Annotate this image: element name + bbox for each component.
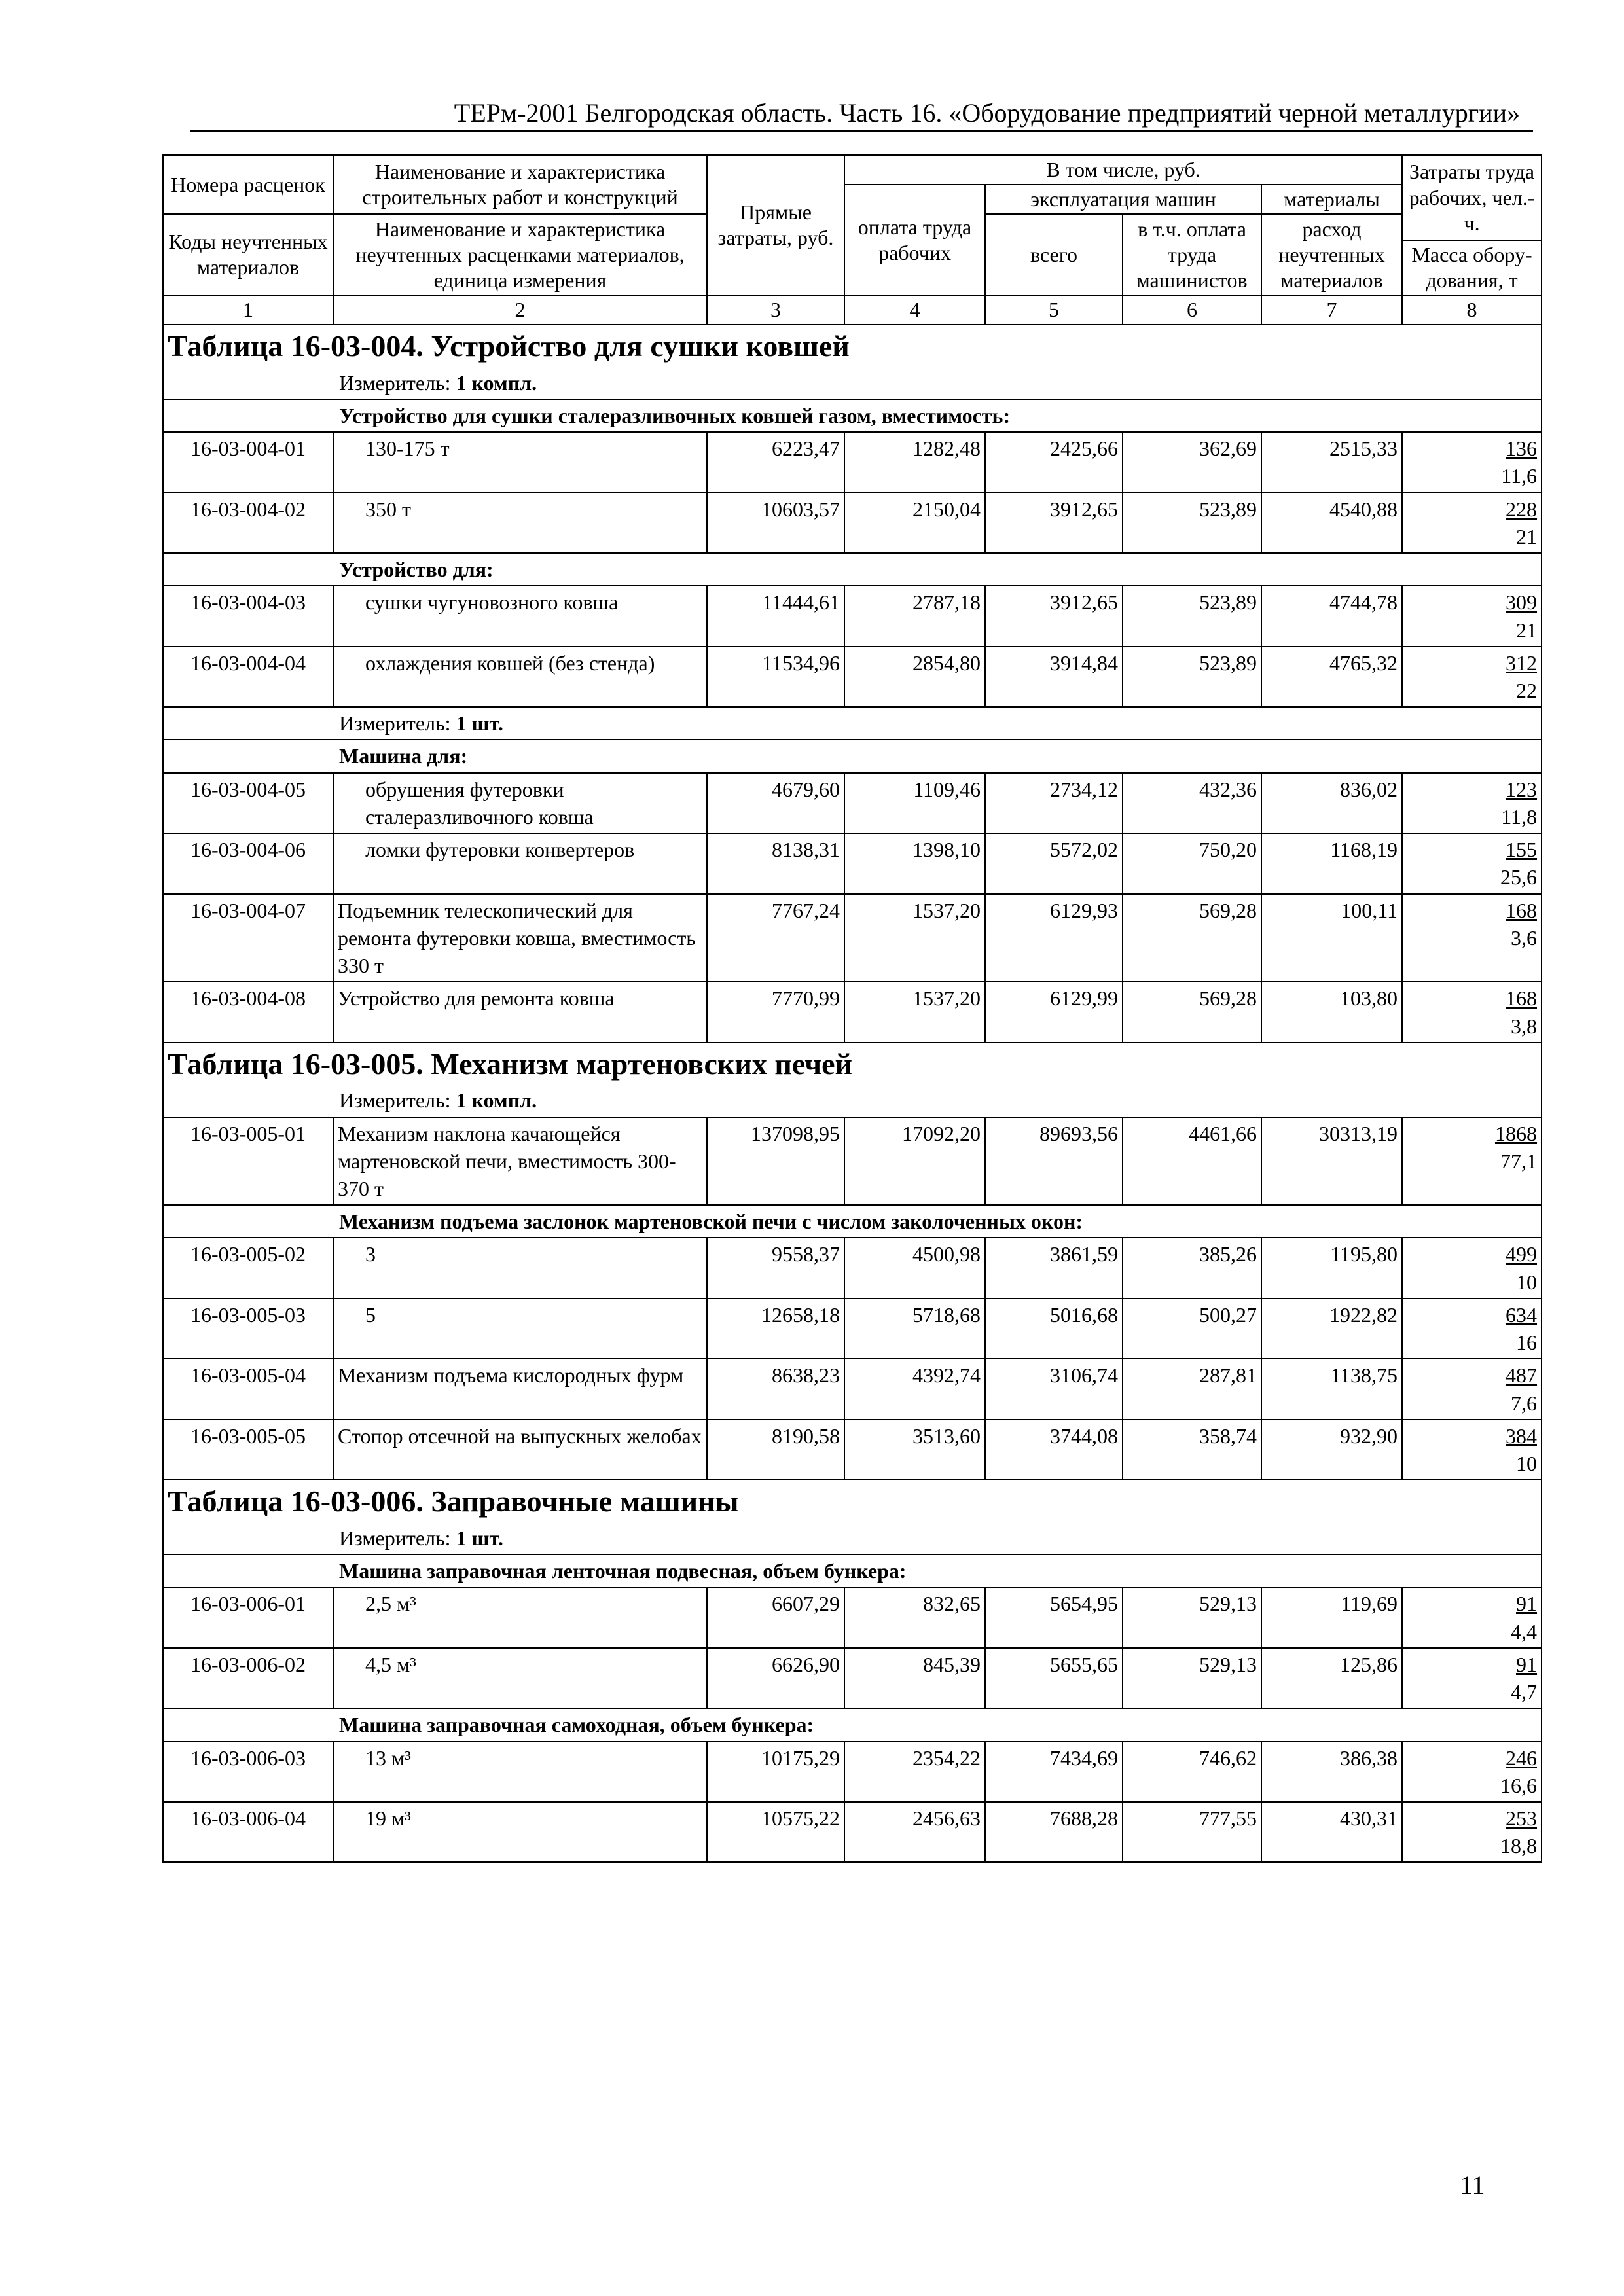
cost-mach: 5572,02 [985, 833, 1123, 893]
labor-mass-cell [1402, 1299, 1542, 1359]
labor-hours: 634 [1506, 1302, 1538, 1327]
equipment-mass: 21 [1516, 524, 1538, 548]
cost-wage: 2787,18 [844, 586, 985, 646]
work-name: Устройство для ремонта ковша [333, 982, 707, 1042]
labor-hours: 499 [1506, 1242, 1538, 1266]
meter [163, 367, 1542, 399]
labor-hours: 1868 [1495, 1121, 1538, 1145]
cost-wage: 2354,22 [844, 1742, 985, 1802]
cost-wage: 845,39 [844, 1648, 985, 1708]
equipment-mass: 22 [1516, 679, 1538, 702]
cost-mach-wage: 523,89 [1123, 586, 1261, 646]
cost-mach-wage: 569,28 [1123, 982, 1261, 1042]
work-name: Подъемник телескопический для ремонта футеровки ковша, вместимость 330 т [333, 894, 707, 982]
cost-mat: 1168,19 [1261, 833, 1402, 893]
col-material-consumption: расход неучтенных материалов [1261, 214, 1402, 295]
col-material-codes: Коды неучтенных материалов [163, 214, 333, 295]
equipment-mass: 18,8 [1500, 1834, 1538, 1858]
cost-mat: 1138,75 [1261, 1359, 1402, 1419]
meter-value: 1 компл. [456, 370, 537, 395]
cost-wage: 17092,20 [844, 1117, 985, 1206]
cost-direct: 4679,60 [707, 773, 844, 833]
page-number: 11 [1460, 2170, 1485, 2200]
table-title-row [163, 325, 1542, 367]
cost-mach: 7434,69 [985, 1742, 1123, 1802]
col-work-name: Наименование и характеристика строительных работ и конструкций [333, 155, 707, 214]
cost-mat: 4765,32 [1261, 647, 1402, 707]
cost-mat: 836,02 [1261, 773, 1402, 833]
labor-hours: 487 [1506, 1363, 1538, 1388]
cost-mach: 5016,68 [985, 1299, 1123, 1359]
table-row [163, 647, 1542, 707]
group-heading: Механизм подъема заслонок мартеновской печи с числом заколоченных окон: [163, 1205, 1542, 1238]
column-number: 7 [1261, 295, 1402, 325]
rate-code: 16-03-005-05 [163, 1420, 333, 1480]
labor-mass-cell [1402, 982, 1542, 1042]
table-title-row [163, 1480, 1542, 1522]
rate-code: 16-03-004-05 [163, 773, 333, 833]
meter-label: Измеритель: [339, 711, 451, 736]
cost-mach-wage: 362,69 [1123, 432, 1261, 492]
table-row [163, 1802, 1542, 1862]
cost-wage: 1537,20 [844, 982, 985, 1042]
cost-mat: 1922,82 [1261, 1299, 1402, 1359]
table-row [163, 432, 1542, 492]
col-labor-costs: Затраты труда рабочих, чел.-ч. [1402, 155, 1542, 240]
col-wage: оплата труда рабочих [844, 185, 985, 295]
meter [163, 1085, 1542, 1117]
labor-mass-cell [1402, 1238, 1542, 1298]
equipment-mass: 7,6 [1511, 1391, 1538, 1415]
equipment-mass: 21 [1516, 618, 1538, 642]
meter-label: Измеритель: [339, 1088, 451, 1113]
table-row [163, 833, 1542, 893]
cost-mach-wage: 750,20 [1123, 833, 1261, 893]
table-row [163, 1299, 1542, 1359]
equipment-mass: 16,6 [1500, 1773, 1538, 1797]
cost-wage: 4500,98 [844, 1238, 985, 1298]
cost-mach: 3912,65 [985, 493, 1123, 553]
cost-direct: 8190,58 [707, 1420, 844, 1480]
cost-mach: 3861,59 [985, 1238, 1123, 1298]
group-row [163, 553, 1542, 586]
column-number: 2 [333, 295, 707, 325]
cost-mach-wage: 529,13 [1123, 1648, 1261, 1708]
equipment-mass: 16 [1516, 1331, 1538, 1355]
labor-mass-cell [1402, 432, 1542, 492]
group-row [163, 1205, 1542, 1238]
work-name: 5 [333, 1299, 707, 1359]
table-title: Таблица 16-03-004. Устройство для сушки ковшей [163, 325, 1542, 367]
group-row [163, 1708, 1542, 1741]
cost-mach: 3744,08 [985, 1420, 1123, 1480]
cost-mach: 5654,95 [985, 1587, 1123, 1647]
table-row [163, 493, 1542, 553]
cost-mach-wage: 4461,66 [1123, 1117, 1261, 1206]
work-name: обрушения футеровки сталеразливочного ковша [333, 773, 707, 833]
meter [163, 707, 1542, 740]
cost-wage: 2854,80 [844, 647, 985, 707]
cost-mach-wage: 432,36 [1123, 773, 1261, 833]
cost-direct: 8138,31 [707, 833, 844, 893]
labor-mass-cell [1402, 647, 1542, 707]
cost-wage: 1109,46 [844, 773, 985, 833]
column-number: 6 [1123, 295, 1261, 325]
work-name: 130-175 т [333, 432, 707, 492]
cost-mach-wage: 777,55 [1123, 1802, 1261, 1862]
cost-wage: 4392,74 [844, 1359, 985, 1419]
cost-direct: 12658,18 [707, 1299, 844, 1359]
column-number: 3 [707, 295, 844, 325]
cost-mat: 386,38 [1261, 1742, 1402, 1802]
cost-mat: 119,69 [1261, 1587, 1402, 1647]
cost-mach: 5655,65 [985, 1648, 1123, 1708]
rate-code: 16-03-004-04 [163, 647, 333, 707]
labor-hours: 91 [1516, 1652, 1538, 1676]
labor-hours: 123 [1506, 777, 1538, 801]
equipment-mass: 3,8 [1511, 1014, 1538, 1038]
equipment-mass: 3,6 [1511, 925, 1538, 950]
cost-direct: 6607,29 [707, 1587, 844, 1647]
labor-hours: 253 [1506, 1806, 1538, 1830]
equipment-mass: 25,6 [1500, 865, 1538, 889]
column-number: 8 [1402, 295, 1542, 325]
col-direct-costs: Прямые затраты, руб. [707, 155, 844, 295]
table-row [163, 1359, 1542, 1419]
labor-mass-cell [1402, 1802, 1542, 1862]
work-name: 4,5 м³ [333, 1648, 707, 1708]
column-number: 4 [844, 295, 985, 325]
column-number: 5 [985, 295, 1123, 325]
rate-code: 16-03-005-02 [163, 1238, 333, 1298]
cost-mach: 6129,93 [985, 894, 1123, 982]
labor-mass-cell [1402, 833, 1542, 893]
cost-mach-wage: 287,81 [1123, 1359, 1261, 1419]
cost-wage: 1398,10 [844, 833, 985, 893]
work-name: 350 т [333, 493, 707, 553]
cost-mach: 89693,56 [985, 1117, 1123, 1206]
table-row [163, 1117, 1542, 1206]
cost-direct: 6223,47 [707, 432, 844, 492]
equipment-mass: 11,6 [1501, 464, 1538, 488]
work-name: 3 [333, 1238, 707, 1298]
rate-code: 16-03-004-02 [163, 493, 333, 553]
rate-code: 16-03-004-08 [163, 982, 333, 1042]
cost-mat: 30313,19 [1261, 1117, 1402, 1206]
cost-mach: 3912,65 [985, 586, 1123, 646]
rate-code: 16-03-005-03 [163, 1299, 333, 1359]
meter-row [163, 1085, 1542, 1117]
work-name: охлаждения ковшей (без стенда) [333, 647, 707, 707]
labor-hours: 309 [1506, 590, 1538, 615]
cost-mach: 7688,28 [985, 1802, 1123, 1862]
work-name: Стопор отсечной на выпускных желобах [333, 1420, 707, 1480]
labor-mass-cell [1402, 1742, 1542, 1802]
equipment-mass: 10 [1516, 1452, 1538, 1476]
cost-mach-wage: 569,28 [1123, 894, 1261, 982]
cost-mach: 3914,84 [985, 647, 1123, 707]
col-materials: материалы [1261, 185, 1402, 214]
group-row [163, 740, 1542, 772]
table-row [163, 773, 1542, 833]
meter-row [163, 1522, 1542, 1554]
rate-code: 16-03-004-07 [163, 894, 333, 982]
labor-hours: 228 [1506, 497, 1538, 521]
cost-mach-wage: 358,74 [1123, 1420, 1261, 1480]
price-table [162, 154, 1542, 1863]
cost-mat: 2515,33 [1261, 432, 1402, 492]
rate-code: 16-03-004-06 [163, 833, 333, 893]
labor-mass-cell [1402, 773, 1542, 833]
labor-mass-cell [1402, 1420, 1542, 1480]
work-name: Механизм наклона качающейся мартеновской печи, вместимость 300-370 т [333, 1117, 707, 1206]
rate-code: 16-03-006-01 [163, 1587, 333, 1647]
cost-mach: 2734,12 [985, 773, 1123, 833]
labor-hours: 155 [1506, 838, 1538, 862]
cost-mat: 125,86 [1261, 1648, 1402, 1708]
table-row [163, 894, 1542, 982]
equipment-mass: 11,8 [1501, 804, 1538, 829]
table-body [163, 325, 1542, 1862]
group-heading: Устройство для: [163, 553, 1542, 586]
labor-mass-cell [1402, 1117, 1542, 1206]
labor-hours: 91 [1516, 1592, 1538, 1616]
cost-mat: 100,11 [1261, 894, 1402, 982]
cost-direct: 8638,23 [707, 1359, 844, 1419]
meter [163, 1522, 1542, 1554]
cost-direct: 10603,57 [707, 493, 844, 553]
work-name: Механизм подъема кислородных фурм [333, 1359, 707, 1419]
cost-mach-wage: 746,62 [1123, 1742, 1261, 1802]
work-name: 13 м³ [333, 1742, 707, 1802]
cost-wage: 1537,20 [844, 894, 985, 982]
cost-mach: 6129,99 [985, 982, 1123, 1042]
cost-mat: 103,80 [1261, 982, 1402, 1042]
work-name: 2,5 м³ [333, 1587, 707, 1647]
cost-direct: 7767,24 [707, 894, 844, 982]
cost-wage: 2456,63 [844, 1802, 985, 1862]
table-row [163, 1648, 1542, 1708]
meter-row [163, 707, 1542, 740]
cost-direct: 10175,29 [707, 1742, 844, 1802]
meter-value: 1 шт. [456, 1526, 503, 1550]
group-heading: Машина заправочная ленточная подвесная, объем бункера: [163, 1554, 1542, 1587]
cost-mat: 1195,80 [1261, 1238, 1402, 1298]
group-heading: Машина для: [163, 740, 1542, 772]
equipment-mass: 4,4 [1511, 1619, 1538, 1643]
rate-code: 16-03-006-02 [163, 1648, 333, 1708]
table-row [163, 586, 1542, 646]
table-title-row [163, 1043, 1542, 1085]
labor-mass-cell [1402, 586, 1542, 646]
rate-code: 16-03-004-01 [163, 432, 333, 492]
rate-code: 16-03-005-04 [163, 1359, 333, 1419]
labor-mass-cell [1402, 493, 1542, 553]
col-rate-numbers: Номера расценок [163, 155, 333, 214]
running-header: ТЕРм-2001 Белгородская область. Часть 16. «Оборудование предприятий черной металлургии» [190, 95, 1533, 132]
cost-wage: 1282,48 [844, 432, 985, 492]
equipment-mass: 77,1 [1500, 1149, 1538, 1173]
cost-mach: 3106,74 [985, 1359, 1123, 1419]
work-name: ломки футеровки конвертеров [333, 833, 707, 893]
cost-mach-wage: 385,26 [1123, 1238, 1261, 1298]
cost-mach: 2425,66 [985, 432, 1123, 492]
meter-value: 1 шт. [456, 711, 503, 736]
labor-hours: 246 [1506, 1746, 1538, 1770]
group-row [163, 399, 1542, 432]
col-equipment-mass: Масса обору-дования, т [1402, 240, 1542, 295]
group-heading: Машина заправочная самоходная, объем бункера: [163, 1708, 1542, 1741]
labor-hours: 168 [1506, 898, 1538, 922]
table-row [163, 1420, 1542, 1480]
labor-mass-cell [1402, 1648, 1542, 1708]
col-material-name: Наименование и характеристика неучтенных расценками материалов, единица измерения [333, 214, 707, 295]
cost-wage: 5718,68 [844, 1299, 985, 1359]
labor-hours: 136 [1506, 437, 1538, 461]
cost-mach-wage: 523,89 [1123, 493, 1261, 553]
column-numbers-row [163, 295, 1542, 325]
col-including: В том числе, руб. [844, 155, 1402, 185]
col-machine-total: всего [985, 214, 1123, 295]
group-heading: Устройство для сушки сталеразливочных ковшей газом, вместимость: [163, 399, 1542, 432]
table-row [163, 1238, 1542, 1298]
cost-mat: 932,90 [1261, 1420, 1402, 1480]
cost-mach-wage: 529,13 [1123, 1587, 1261, 1647]
cost-wage: 832,65 [844, 1587, 985, 1647]
cost-direct: 137098,95 [707, 1117, 844, 1206]
cost-mach-wage: 523,89 [1123, 647, 1261, 707]
work-name: 19 м³ [333, 1802, 707, 1862]
meter-label: Измеритель: [339, 370, 451, 395]
cost-direct: 6626,90 [707, 1648, 844, 1708]
table-title: Таблица 16-03-006. Заправочные машины [163, 1480, 1542, 1522]
equipment-mass: 10 [1516, 1270, 1538, 1294]
labor-hours: 384 [1506, 1424, 1538, 1448]
rate-code: 16-03-006-03 [163, 1742, 333, 1802]
table-row [163, 982, 1542, 1042]
rate-code: 16-03-004-03 [163, 586, 333, 646]
labor-hours: 312 [1506, 651, 1538, 675]
work-name: сушки чугуновозного ковша [333, 586, 707, 646]
labor-mass-cell [1402, 1587, 1542, 1647]
column-number: 1 [163, 295, 333, 325]
cost-direct: 11534,96 [707, 647, 844, 707]
labor-mass-cell [1402, 1359, 1542, 1419]
table-header [163, 155, 1542, 325]
equipment-mass: 4,7 [1511, 1680, 1538, 1704]
table-row [163, 1742, 1542, 1802]
cost-direct: 9558,37 [707, 1238, 844, 1298]
col-machinist-wage: в т.ч. оплата труда машинистов [1123, 214, 1261, 295]
table-title: Таблица 16-03-005. Механизм мартеновских печей [163, 1043, 1542, 1085]
meter-row [163, 367, 1542, 399]
cost-wage: 3513,60 [844, 1420, 985, 1480]
cost-direct: 11444,61 [707, 586, 844, 646]
cost-mach-wage: 500,27 [1123, 1299, 1261, 1359]
group-row [163, 1554, 1542, 1587]
labor-mass-cell [1402, 894, 1542, 982]
cost-wage: 2150,04 [844, 493, 985, 553]
cost-direct: 7770,99 [707, 982, 844, 1042]
rate-code: 16-03-005-01 [163, 1117, 333, 1206]
meter-label: Измеритель: [339, 1526, 451, 1550]
meter-value: 1 компл. [456, 1088, 537, 1113]
col-machine-operation: эксплуатация машин [985, 185, 1261, 214]
cost-mat: 4744,78 [1261, 586, 1402, 646]
cost-mat: 430,31 [1261, 1802, 1402, 1862]
labor-hours: 168 [1506, 986, 1538, 1011]
cost-mat: 4540,88 [1261, 493, 1402, 553]
cost-direct: 10575,22 [707, 1802, 844, 1862]
rate-code: 16-03-006-04 [163, 1802, 333, 1862]
table-row [163, 1587, 1542, 1647]
